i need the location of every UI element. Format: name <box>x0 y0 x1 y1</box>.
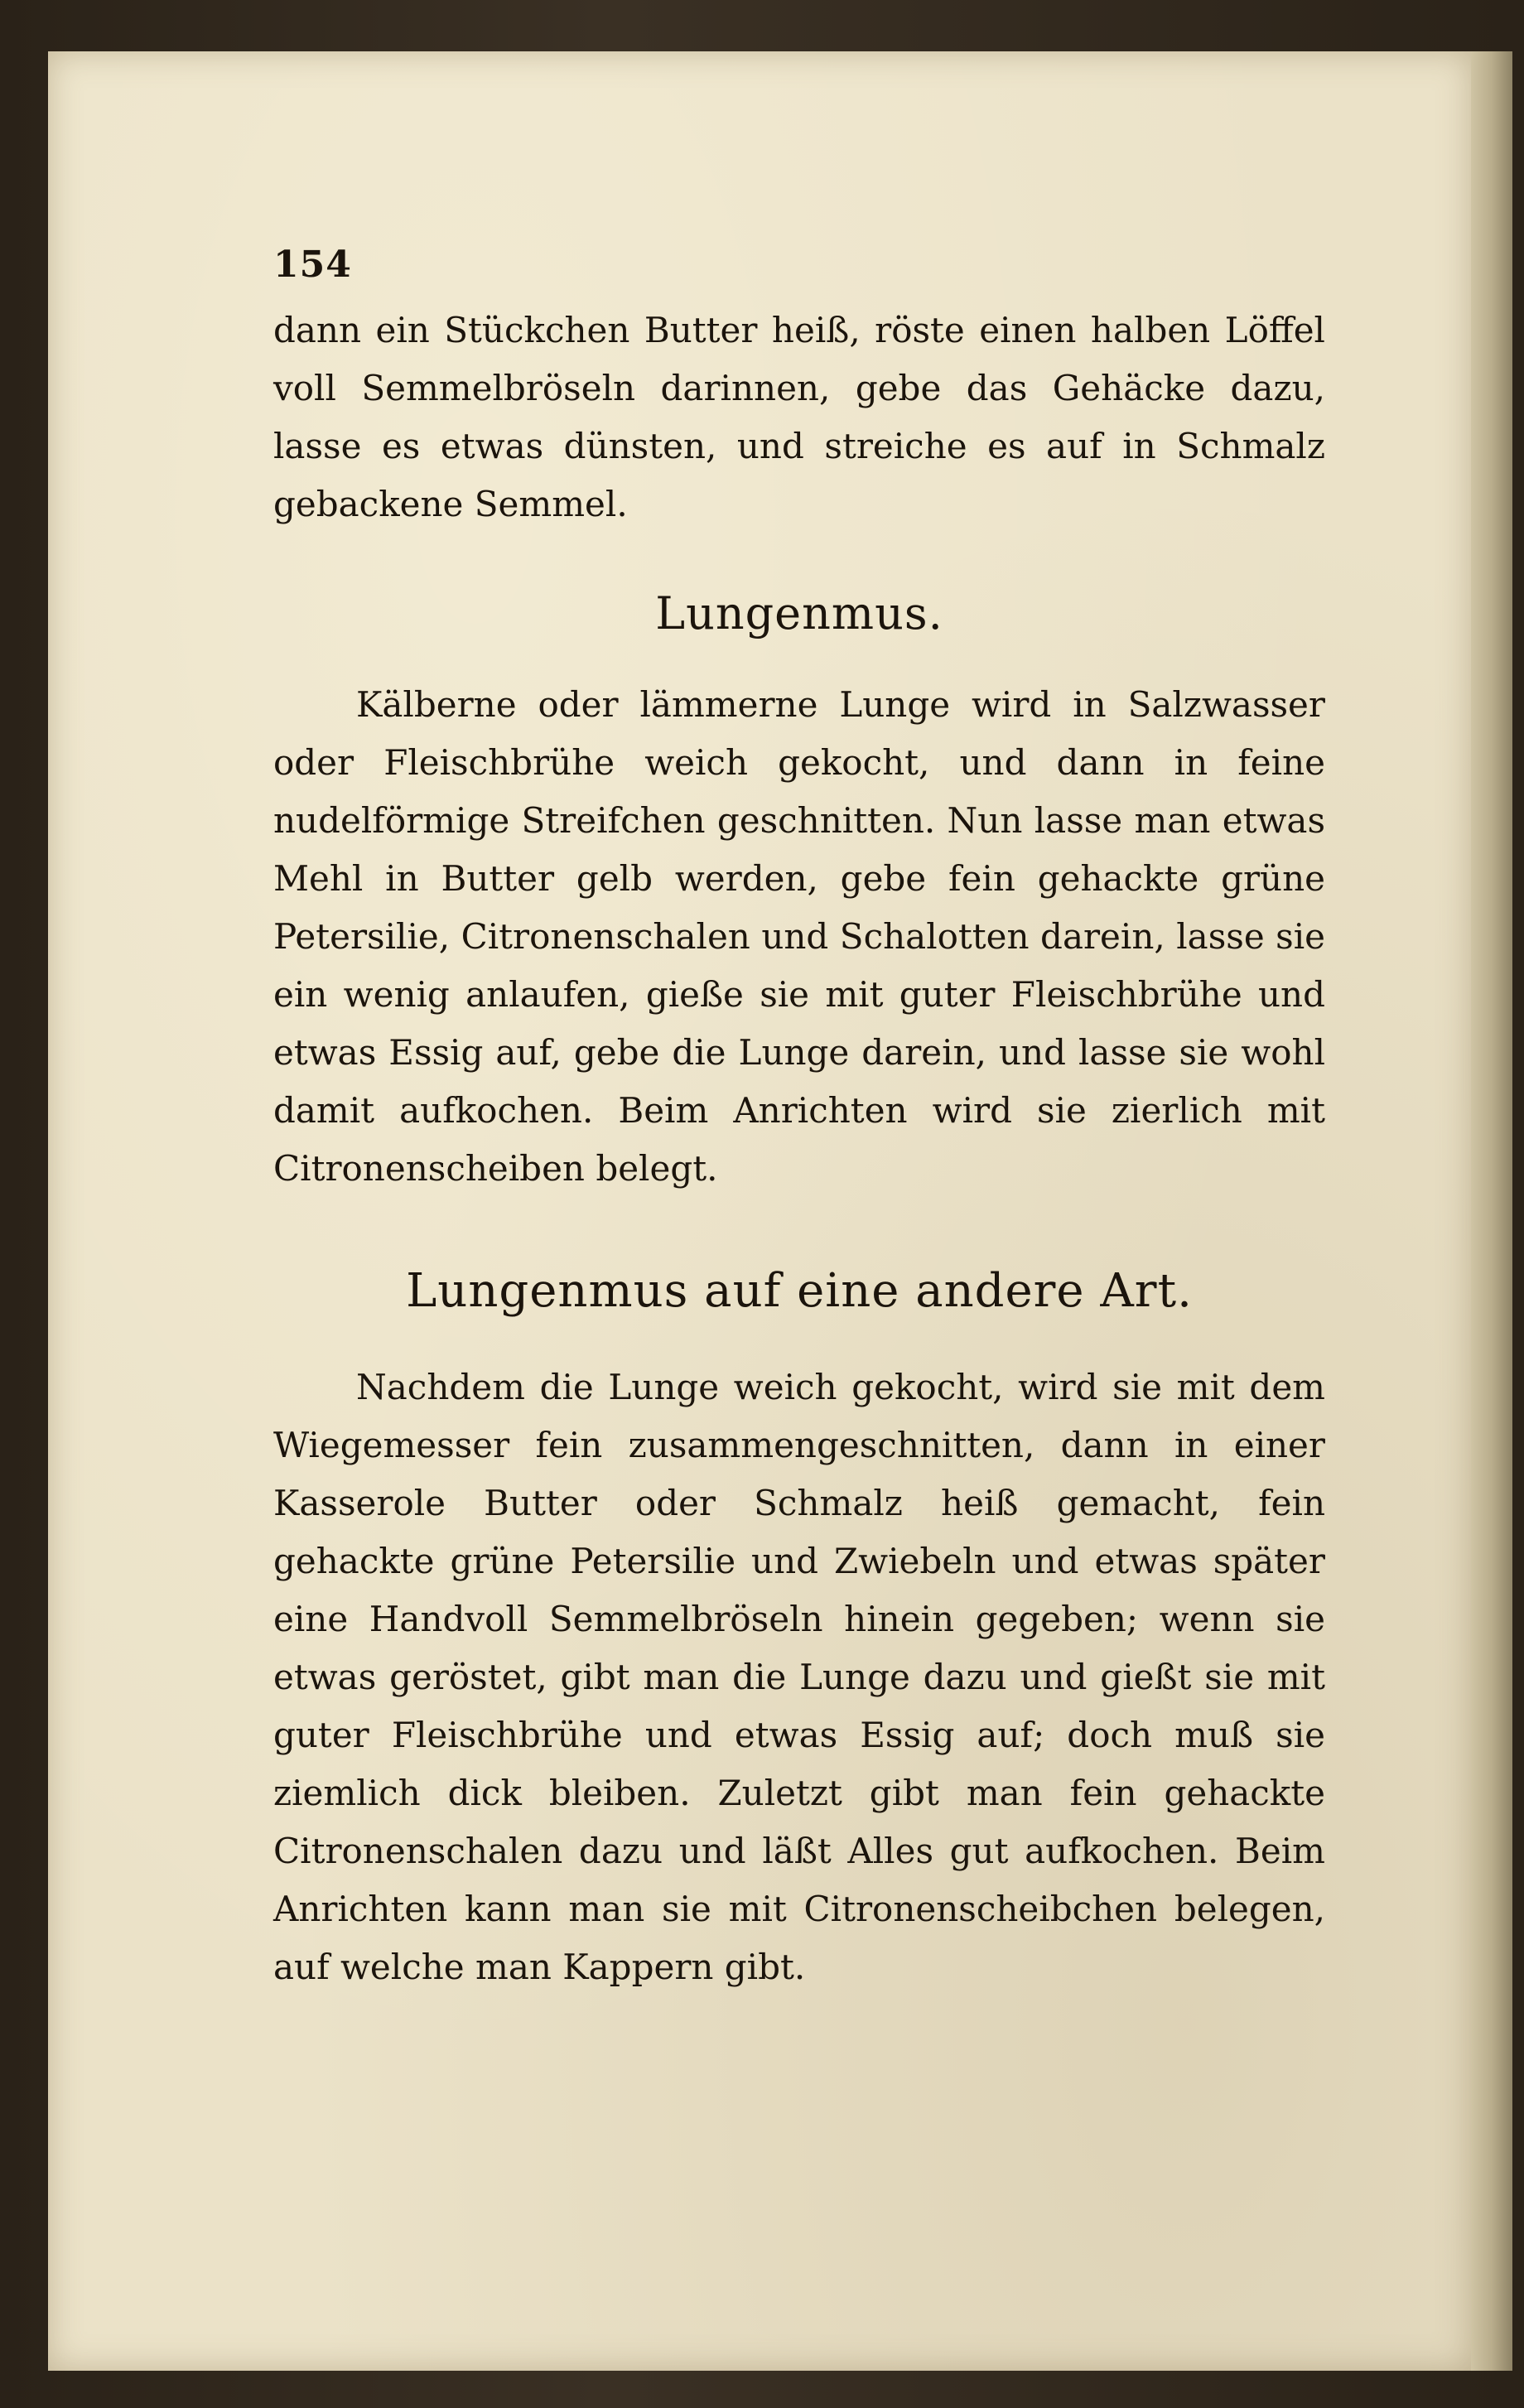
adjacent-page-edge <box>1471 51 1512 2371</box>
section-heading-lungenmus-andere-art: Lungenmus auf eine andere Art. <box>406 1264 1193 1318</box>
section-body-lungenmus-andere-art: Nachdem die Lunge weich gekocht, wird sie mit dem Wiegemesser fein zusammengeschnitten, dann in einer Kasserole Butter oder Schmalz heiß gemacht, fein gehackte grüne Petersilie und Zwiebeln und etwas später eine Handvoll Semmelbröseln hinein gegeben; wenn sie etwas geröstet, gibt man die Lunge dazu und gießt sie mit guter Fleischbrühe und etwas Essig auf; doch muß sie ziemlich dick bleiben. Zuletzt gibt man fein gehackte Citronenschalen dazu und läßt Alles gut aufkochen. Beim Anrichten kann man sie mit Citronenscheibchen belegen, auf welche man Kappern gibt. <box>273 1367 1325 1987</box>
section-body-lungenmus: Kälberne oder lämmerne Lunge wird in Salzwasser oder Fleischbrühe weich gekocht, und dann in feine nudelförmige Streifchen geschnitten. Nun lasse man etwas Mehl in Butter gelb werden, gebe fein gehackte grüne Petersilie, Citronenschalen und Schalotten darein, lasse sie ein wenig anlaufen, gieße sie mit guter Fleischbrühe und etwas Essig auf, gebe die Lunge darein, und lasse sie wohl damit aufkochen. Beim Anrichten wird sie zierlich mit Citronenscheiben belegt. <box>273 684 1325 1189</box>
section-heading-lungenmus: Lungenmus. <box>655 587 943 639</box>
continued-paragraph: dann ein Stückchen Butter heiß, röste einen halben Löffel voll Semmelbröseln darinnen, gebe das Gehäcke dazu, lasse es etwas dünsten, und streiche es auf in Schmalz gebackene Semmel. <box>273 310 1325 524</box>
page-number: 154 <box>273 244 352 286</box>
page-content <box>273 240 1325 1996</box>
